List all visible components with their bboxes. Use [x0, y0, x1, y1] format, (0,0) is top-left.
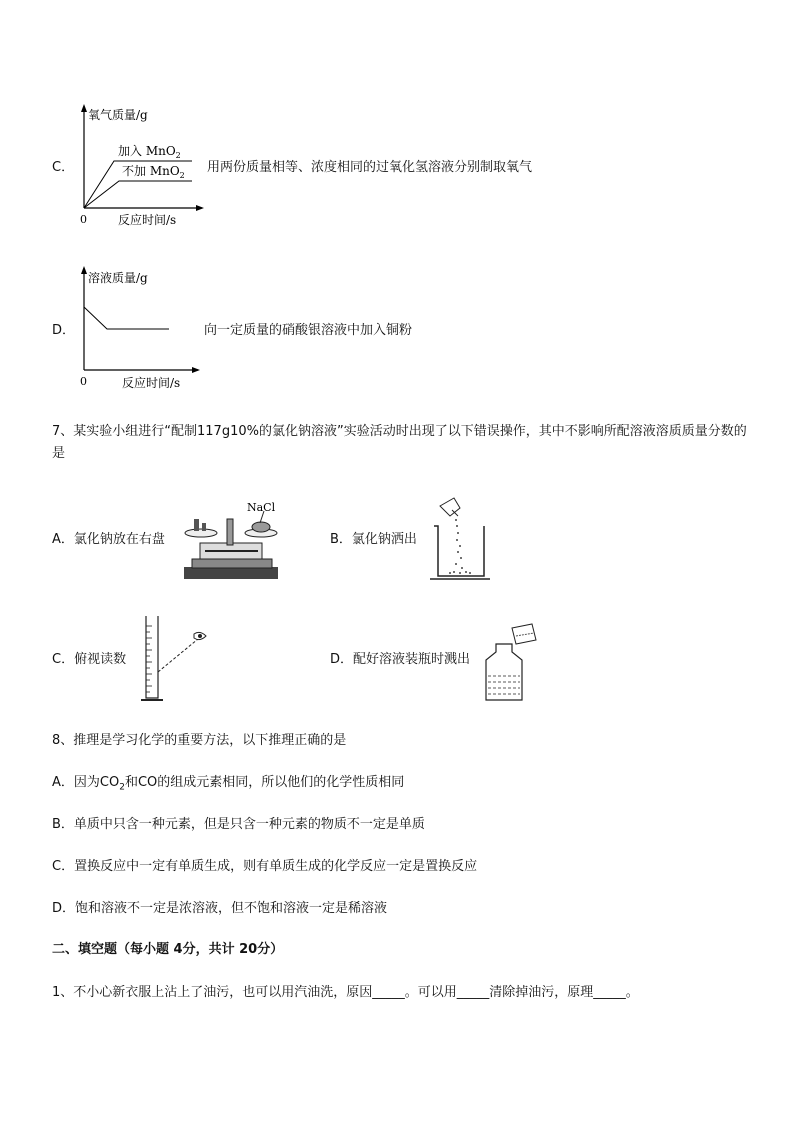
- origin-label: 0: [80, 213, 87, 226]
- q8-option-b: B．单质中只含一种元素，但是只含一种元素的物质不一定是单质: [52, 817, 425, 832]
- section-2-heading: 二、填空题（每小题 4分，共计 20分）: [52, 942, 284, 957]
- y-axis-label: 溶液质量/g: [88, 271, 148, 285]
- balance-icon: [180, 497, 282, 583]
- q7-option-c: C．俯视读数: [52, 652, 127, 667]
- option-c-description: 用两份质量相等、浓度相同的过氧化氢溶液分别制取氧气: [207, 160, 533, 175]
- q8-option-c: C．置换反应中一定有单质生成，则有单质生成的化学反应一定是置换反应: [52, 859, 478, 874]
- solution-mass-graph: [74, 266, 204, 392]
- option-d-label: D．: [52, 323, 76, 338]
- without-mno2-label: 不加 MnO$_2$: [122, 164, 185, 180]
- q7-option-b: B．氯化钠洒出: [330, 532, 417, 547]
- x-axis-label: 反应时间/s: [118, 213, 177, 227]
- q7-option-a: A．氯化钠放在右盘: [52, 532, 165, 547]
- option-d-description: 向一定质量的硝酸银溶液中加入铜粉: [204, 323, 413, 338]
- graduated-cylinder-icon: [138, 612, 218, 704]
- oxygen-mass-graph: [74, 104, 204, 230]
- option-c-label: C．: [52, 160, 75, 175]
- question-8-stem: 8、推理是学习化学的重要方法，以下推理正确的是: [52, 733, 347, 748]
- origin-label: 0: [80, 375, 87, 388]
- y-axis-label: 氧气质量/g: [88, 108, 148, 122]
- q8-option-a: A．因为$CO_2$和CO的组成元素相同，所以他们的化学性质相同: [52, 775, 405, 793]
- with-mno2-label: 加入 MnO$_2$: [118, 144, 181, 160]
- q7-option-d: D．配好溶液装瓶时溅出: [330, 652, 471, 667]
- beaker-pour-icon: [430, 496, 494, 582]
- question-7-stem: 7、某实验小组进行“配制117g10%的氯化钠溶液”实验活动时出现了以下错误操作，其中不影响所配溶液溶质质量分数的是: [52, 424, 747, 461]
- nacl-tag: NaCl: [247, 501, 276, 514]
- bottle-pour-icon: [482, 616, 542, 704]
- q8-option-d: D．饱和溶液不一定是浓溶液，但不饱和溶液一定是稀溶液: [52, 901, 388, 916]
- x-axis-label: 反应时间/s: [122, 376, 181, 390]
- fill-question-1: 1、不小心新衣服上沾上了油污，也可以用汽油洗，原因_____。可以用_____清除掉油污，原理_____。: [52, 985, 639, 1000]
